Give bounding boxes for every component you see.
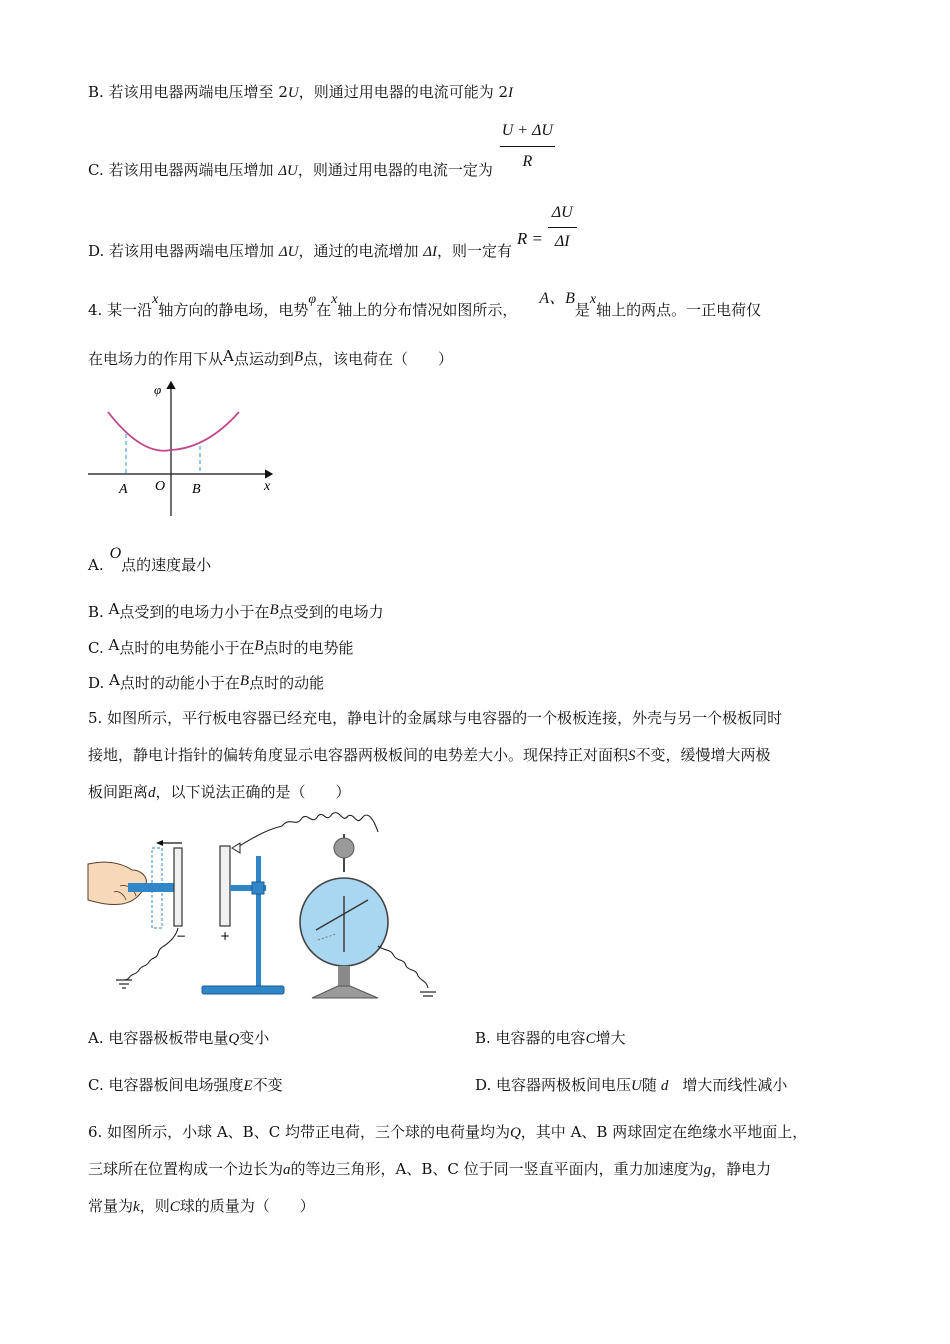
insulating-rod	[128, 883, 174, 892]
stand-rod	[256, 856, 261, 988]
q3-option-b[interactable]: B. 若该用电器两端电压增至 2U，则通过用电器的电流可能为 2I	[88, 83, 514, 101]
plus-sign: +	[220, 929, 231, 943]
q3-option-d-fraction: $\frac{\Delta U}{\Delta I}$	[548, 201, 577, 254]
right-ground-wire	[378, 946, 428, 988]
q4-option-b[interactable]: B. A点受到的电场力小于在B点受到的电场力	[88, 600, 384, 621]
graph-x-label: x	[264, 479, 271, 494]
q3-option-c[interactable]: C. 若该用电器两端电压增加 ΔU，则通过用电器的电流一定为 $\frac{U + \Delta U}{R}$	[88, 118, 555, 175]
connecting-wire	[236, 813, 378, 848]
q4-option-d[interactable]: D. A点时的动能小于在B点时的动能	[88, 671, 325, 692]
q6-stem-line1: 6. 如图所示，小球 A、B、C 均带正电荷，三个球的电荷量均为Q，其中 A、B 两球固定在绝缘水平地面上，	[88, 1123, 808, 1141]
q6-stem-line2: 三球所在位置构成一个边长为a的等边三角形，A、B、C 位于同一竖直平面内，重力加速度为g，静电力	[88, 1160, 772, 1178]
q3-option-c-fraction: $\frac{U + \Delta U}{R}$	[500, 118, 555, 175]
q5-stem-line3: 板间距离d，以下说法正确的是（ ）	[88, 783, 351, 801]
potential-curve	[108, 412, 239, 451]
q4-stem-line1: 4. 某一沿x轴方向的静电场，电势φ在x轴上的分布情况如图所示，A、B是x轴上的两点。一正电荷仅	[88, 290, 762, 319]
stand-base	[202, 986, 284, 994]
graph-o-label: O	[155, 479, 166, 494]
minus-sign: −	[176, 929, 187, 943]
graph-phi-label: φ	[154, 382, 162, 397]
right-plate	[220, 846, 230, 926]
q4-option-c[interactable]: C. A点时的电势能小于在B点时的电势能	[88, 636, 354, 657]
q4-stem-line2: 在电场力的作用下从A点运动到B点，该电荷在（ ）	[88, 347, 454, 368]
metal-ball	[334, 838, 354, 858]
q4-option-a[interactable]: A.O点的速度最小	[88, 545, 212, 574]
q3-option-d[interactable]: D. 若该用电器两端电压增加 ΔU，通过的电流增加 ΔI，则一定有 R = $\frac{\Delta U}{\Delta I}$	[88, 201, 577, 254]
q5-stem-line2: 接地，静电计指针的偏转角度显示电容器两极板间的电势差大小。现保持正对面积S不变，缓慢增大两极	[88, 746, 771, 764]
graph-b-label: B	[192, 482, 201, 497]
q5-option-d[interactable]: D. 电容器两极板间电压U随 d 增大而线性减小	[475, 1076, 788, 1094]
q5-option-a[interactable]: A. 电容器极板带电量Q变小	[88, 1029, 270, 1047]
q5-stem-line1: 5. 如图所示，平行板电容器已经充电，静电计的金属球与电容器的一个极板连接，外壳与另一个极板同时	[88, 709, 783, 727]
q5-capacitor-figure	[86, 812, 436, 1002]
left-ground-wire	[124, 928, 178, 980]
electrometer-base	[312, 986, 378, 998]
q5-option-b[interactable]: B. 电容器的电容C增大	[475, 1029, 626, 1047]
q6-stem-line3: 常量为k，则C球的质量为（ ）	[88, 1197, 315, 1215]
q5-option-c[interactable]: C. 电容器板间电场强度E不变	[88, 1076, 283, 1094]
graph-a-label: A	[119, 482, 128, 497]
q4-potential-graph	[82, 376, 282, 521]
left-plate	[174, 848, 182, 926]
